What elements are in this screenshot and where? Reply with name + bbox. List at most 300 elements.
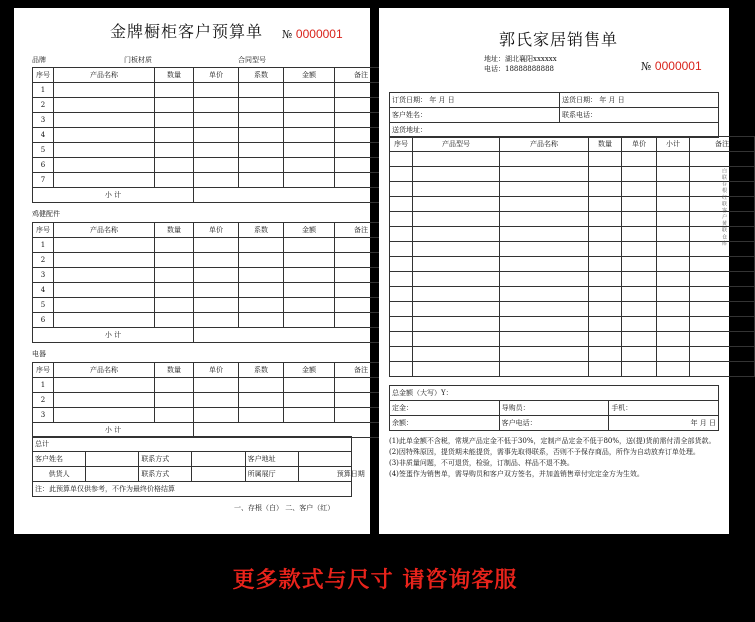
table-cell[interactable] xyxy=(390,152,413,167)
col-header: 数量 xyxy=(589,137,622,152)
col-header: 金额 xyxy=(284,223,335,238)
customer-name-field[interactable]: 客户姓名： xyxy=(390,108,560,123)
table-cell[interactable] xyxy=(239,268,284,283)
table-row xyxy=(390,347,755,362)
table-cell[interactable] xyxy=(413,242,500,257)
table-cell[interactable] xyxy=(500,182,589,197)
table-cell[interactable] xyxy=(54,238,155,253)
table-cell[interactable] xyxy=(284,128,335,143)
table-cell[interactable] xyxy=(284,283,335,298)
table-cell[interactable] xyxy=(500,287,589,302)
table-cell[interactable] xyxy=(413,317,500,332)
table-cell[interactable] xyxy=(690,317,755,332)
col-header: 数量 xyxy=(155,68,194,83)
cabinet-table xyxy=(32,67,388,203)
section2-title: 鸡健配件 xyxy=(32,210,60,218)
table-cell[interactable] xyxy=(239,173,284,188)
table-cell[interactable] xyxy=(155,378,194,393)
table-cell[interactable] xyxy=(54,143,155,158)
table-cell[interactable] xyxy=(390,257,413,272)
subtotal-label: 小 计 xyxy=(33,188,194,203)
table-cell[interactable] xyxy=(284,113,335,128)
table-cell[interactable] xyxy=(194,378,239,393)
table-cell[interactable] xyxy=(239,128,284,143)
row-index: 7 xyxy=(33,173,54,188)
table-row xyxy=(33,173,388,188)
address-field[interactable] xyxy=(298,452,351,467)
table-cell[interactable] xyxy=(622,287,657,302)
table-cell[interactable] xyxy=(390,227,413,242)
col-header: 单价 xyxy=(194,363,239,378)
table-cell[interactable] xyxy=(194,143,239,158)
table-cell[interactable] xyxy=(194,283,239,298)
table-cell[interactable] xyxy=(284,253,335,268)
table-cell[interactable] xyxy=(690,347,755,362)
table-cell[interactable] xyxy=(413,272,500,287)
total-amount-label[interactable]: 总金额（大写）Y： xyxy=(390,386,719,401)
table-cell[interactable] xyxy=(284,158,335,173)
budget-form-sheet xyxy=(14,8,370,534)
supplier-label: 供货人 xyxy=(33,467,86,482)
table-cell[interactable] xyxy=(194,238,239,253)
table-cell[interactable] xyxy=(284,298,335,313)
table-cell[interactable] xyxy=(413,212,500,227)
table-cell[interactable] xyxy=(239,238,284,253)
table-cell[interactable] xyxy=(690,257,755,272)
table-cell[interactable] xyxy=(284,393,335,408)
col-header: 序号 xyxy=(390,137,413,152)
delivery-date[interactable]: 送货日期： 年 月 日 xyxy=(560,93,719,108)
table-cell[interactable] xyxy=(589,332,622,347)
table-cell[interactable] xyxy=(390,182,413,197)
table-cell[interactable] xyxy=(194,98,239,113)
table-cell[interactable] xyxy=(54,173,155,188)
table-cell[interactable] xyxy=(155,393,194,408)
table-cell[interactable] xyxy=(54,128,155,143)
table-cell[interactable] xyxy=(54,268,155,283)
table-cell[interactable] xyxy=(413,302,500,317)
col-header: 产品名称 xyxy=(500,137,589,152)
serial-number: № 0000001 xyxy=(282,27,343,41)
table-row xyxy=(33,143,388,158)
table-cell[interactable] xyxy=(390,272,413,287)
table-cell[interactable] xyxy=(413,257,500,272)
table-cell[interactable] xyxy=(589,317,622,332)
table-cell[interactable] xyxy=(54,298,155,313)
table-row xyxy=(33,128,388,143)
table-cell[interactable] xyxy=(390,332,413,347)
deposit-field[interactable]: 定金： xyxy=(390,401,500,416)
table-cell[interactable] xyxy=(500,347,589,362)
table-cell[interactable] xyxy=(390,212,413,227)
col-header: 系数 xyxy=(239,363,284,378)
table-cell[interactable] xyxy=(622,332,657,347)
table-cell[interactable] xyxy=(390,302,413,317)
col-header: 备注 xyxy=(335,363,388,378)
sales-serial: № 0000001 xyxy=(641,59,702,73)
table-cell[interactable] xyxy=(589,362,622,377)
table-cell[interactable] xyxy=(239,393,284,408)
address-label: 客户地址 xyxy=(245,452,298,467)
table-cell[interactable] xyxy=(284,83,335,98)
row-index: 3 xyxy=(33,408,54,423)
table-cell[interactable] xyxy=(500,317,589,332)
table-cell[interactable] xyxy=(155,298,194,313)
table-cell[interactable] xyxy=(390,362,413,377)
table-cell[interactable] xyxy=(413,287,500,302)
table-cell[interactable] xyxy=(239,158,284,173)
table-cell[interactable] xyxy=(589,287,622,302)
table-cell[interactable] xyxy=(194,158,239,173)
table-cell[interactable] xyxy=(54,253,155,268)
table-cell[interactable] xyxy=(54,283,155,298)
table-cell[interactable] xyxy=(657,227,690,242)
hardware-table xyxy=(32,222,388,343)
table-cell[interactable] xyxy=(155,238,194,253)
table-row xyxy=(390,197,755,212)
table-cell[interactable] xyxy=(284,268,335,283)
table-cell[interactable] xyxy=(657,167,690,182)
row-index: 2 xyxy=(33,393,54,408)
table-cell[interactable] xyxy=(622,257,657,272)
row-index: 3 xyxy=(33,113,54,128)
table-cell[interactable] xyxy=(413,152,500,167)
table-cell[interactable] xyxy=(239,113,284,128)
col-header: 序号 xyxy=(33,363,54,378)
table-cell[interactable] xyxy=(194,173,239,188)
table-cell[interactable] xyxy=(54,378,155,393)
table-row xyxy=(390,332,755,347)
table-row xyxy=(390,287,755,302)
table-cell[interactable] xyxy=(657,332,690,347)
copy-side-note: 白 联 存 根 红 联 客 户 黄 联 仓 库 xyxy=(721,168,727,246)
customer-field[interactable] xyxy=(86,452,139,467)
table-cell[interactable] xyxy=(657,302,690,317)
table-row xyxy=(33,378,388,393)
table-cell[interactable] xyxy=(194,253,239,268)
brand-label: 品牌 xyxy=(32,56,46,64)
table-cell[interactable] xyxy=(390,287,413,302)
table-cell[interactable] xyxy=(155,83,194,98)
table-cell[interactable] xyxy=(500,197,589,212)
table-cell[interactable] xyxy=(589,182,622,197)
terms-list xyxy=(389,436,719,480)
table-cell[interactable] xyxy=(284,98,335,113)
table-row xyxy=(390,317,755,332)
subtotal-value[interactable] xyxy=(194,328,388,343)
table-row xyxy=(390,242,755,257)
table-row xyxy=(390,152,755,167)
table-row xyxy=(33,83,388,98)
table-cell[interactable] xyxy=(194,313,239,328)
table-cell[interactable] xyxy=(155,253,194,268)
table-cell[interactable] xyxy=(622,152,657,167)
table-cell[interactable] xyxy=(239,253,284,268)
table-cell[interactable] xyxy=(155,283,194,298)
table-cell[interactable] xyxy=(155,408,194,423)
row-index: 6 xyxy=(33,158,54,173)
table-cell[interactable] xyxy=(500,167,589,182)
table-cell[interactable] xyxy=(500,272,589,287)
table-cell[interactable] xyxy=(155,313,194,328)
table-row xyxy=(390,257,755,272)
table-cell[interactable] xyxy=(239,143,284,158)
term-4: (4)签蛋作为销售单，需导购员和客户双方签名，并加盖销售章付完定金方为生效。 xyxy=(389,470,644,478)
table-cell[interactable] xyxy=(657,362,690,377)
col-header: 产品名称 xyxy=(54,68,155,83)
table-cell[interactable] xyxy=(622,167,657,182)
contact-phone-field[interactable]: 联系电话： xyxy=(560,108,719,123)
table-cell[interactable] xyxy=(194,268,239,283)
table-cell[interactable] xyxy=(155,143,194,158)
col-header: 数量 xyxy=(155,223,194,238)
form-title: 金牌橱柜客户预算单 xyxy=(110,22,264,41)
row-index: 5 xyxy=(33,143,54,158)
table-cell[interactable] xyxy=(390,242,413,257)
contact-field[interactable] xyxy=(192,452,245,467)
table-row xyxy=(390,227,755,242)
table-cell[interactable] xyxy=(54,83,155,98)
serial-value: 0000001 xyxy=(295,27,343,41)
table-cell[interactable] xyxy=(284,143,335,158)
table-cell[interactable] xyxy=(239,408,284,423)
supplier-field[interactable] xyxy=(86,467,139,482)
table-cell[interactable] xyxy=(390,167,413,182)
section3-title: 电器 xyxy=(32,350,46,358)
table-cell[interactable] xyxy=(54,98,155,113)
order-info-table xyxy=(389,92,719,138)
table-cell[interactable] xyxy=(413,227,500,242)
table-cell[interactable] xyxy=(390,347,413,362)
copy-footer: 一、存根（白） 二、客户（红） xyxy=(234,504,335,512)
table-cell[interactable] xyxy=(194,113,239,128)
col-header: 数量 xyxy=(155,363,194,378)
table-cell[interactable] xyxy=(413,347,500,362)
col-header: 单价 xyxy=(194,223,239,238)
table-cell[interactable] xyxy=(194,408,239,423)
table-cell[interactable] xyxy=(622,347,657,362)
table-cell[interactable] xyxy=(589,167,622,182)
table-cell[interactable] xyxy=(155,98,194,113)
table-cell[interactable] xyxy=(413,197,500,212)
table-cell[interactable] xyxy=(690,272,755,287)
table-cell[interactable] xyxy=(284,313,335,328)
table-cell[interactable] xyxy=(155,268,194,283)
table-row xyxy=(390,272,755,287)
table-cell[interactable] xyxy=(239,98,284,113)
table-cell[interactable] xyxy=(390,317,413,332)
table-cell[interactable] xyxy=(690,302,755,317)
table-cell[interactable] xyxy=(657,242,690,257)
table-cell[interactable] xyxy=(155,113,194,128)
balance-field[interactable]: 余额： xyxy=(390,416,500,431)
table-cell[interactable] xyxy=(589,227,622,242)
contact2-field[interactable] xyxy=(192,467,245,482)
table-row xyxy=(390,362,755,377)
table-cell[interactable] xyxy=(622,302,657,317)
col-header: 产品名称 xyxy=(54,223,155,238)
contact2-label: 联系方式 xyxy=(139,467,192,482)
table-cell[interactable] xyxy=(622,317,657,332)
table-cell[interactable] xyxy=(622,182,657,197)
term-3: (3)非质量问题，不可退货，检验，订制品、样品不退不换。 xyxy=(389,459,574,467)
table-row xyxy=(33,408,388,423)
table-cell[interactable] xyxy=(589,212,622,227)
guide-field[interactable]: 导购员： xyxy=(499,401,609,416)
table-cell[interactable] xyxy=(413,167,500,182)
table-cell[interactable] xyxy=(54,408,155,423)
subtotal-label: 小 计 xyxy=(33,423,194,438)
table-cell[interactable] xyxy=(622,227,657,242)
table-cell[interactable] xyxy=(500,257,589,272)
table-row xyxy=(33,313,388,328)
table-cell[interactable] xyxy=(589,152,622,167)
table-cell[interactable] xyxy=(622,212,657,227)
col-header: 金额 xyxy=(284,363,335,378)
table-cell[interactable] xyxy=(657,272,690,287)
table-cell[interactable] xyxy=(239,83,284,98)
row-index: 4 xyxy=(33,283,54,298)
delivery-address-field[interactable]: 送货地址： xyxy=(390,123,719,138)
table-cell[interactable] xyxy=(622,272,657,287)
table-cell[interactable] xyxy=(239,283,284,298)
table-cell[interactable] xyxy=(194,83,239,98)
table-cell[interactable] xyxy=(239,378,284,393)
table-cell[interactable] xyxy=(54,393,155,408)
contract-label: 合同型号 xyxy=(238,56,266,64)
mobile-field[interactable]: 手机： xyxy=(609,401,719,416)
customer-phone-field[interactable]: 客户电话： xyxy=(499,416,609,431)
row-index: 1 xyxy=(33,83,54,98)
table-cell[interactable] xyxy=(500,242,589,257)
sales-serial-value: 0000001 xyxy=(654,59,702,73)
table-row xyxy=(33,113,388,128)
table-cell[interactable] xyxy=(500,332,589,347)
col-header: 系数 xyxy=(239,223,284,238)
col-header: 单价 xyxy=(622,137,657,152)
subtotal-label: 小 计 xyxy=(33,328,194,343)
showroom-label: 所属展厅 xyxy=(245,467,298,482)
customer-info-table xyxy=(32,436,365,497)
table-cell[interactable] xyxy=(284,173,335,188)
term-1: (1)此单金额不含税，常规产品定金不低于30%，定制产品定金不低于80%，送(提)货前需付清全部货款。 xyxy=(389,437,716,445)
table-row xyxy=(33,253,388,268)
table-cell[interactable] xyxy=(690,332,755,347)
table-cell[interactable] xyxy=(657,287,690,302)
row-index: 2 xyxy=(33,253,54,268)
table-cell[interactable] xyxy=(657,212,690,227)
sign-date[interactable]: 年 月 日 xyxy=(609,416,719,431)
table-row xyxy=(33,283,388,298)
note-text: 注：此预算单仅供参考，不作为最终价格结算 xyxy=(33,482,352,497)
table-cell[interactable] xyxy=(239,298,284,313)
table-cell[interactable] xyxy=(657,152,690,167)
customer-label: 客户姓名 xyxy=(33,452,86,467)
subtotal-value[interactable] xyxy=(194,188,388,203)
table-cell[interactable] xyxy=(194,298,239,313)
table-cell[interactable] xyxy=(500,362,589,377)
table-cell[interactable] xyxy=(500,212,589,227)
table-row xyxy=(33,98,388,113)
table-cell[interactable] xyxy=(622,197,657,212)
table-cell[interactable] xyxy=(413,362,500,377)
row-index: 4 xyxy=(33,128,54,143)
table-cell[interactable] xyxy=(413,332,500,347)
table-cell[interactable] xyxy=(284,238,335,253)
table-cell[interactable] xyxy=(690,287,755,302)
row-index: 5 xyxy=(33,298,54,313)
table-cell[interactable] xyxy=(390,197,413,212)
col-header: 产品型号 xyxy=(413,137,500,152)
promo-slogan: 更多款式与尺寸 请咨询客服 xyxy=(232,568,518,593)
sales-items-table xyxy=(389,136,755,377)
table-cell[interactable] xyxy=(500,227,589,242)
table-cell[interactable] xyxy=(239,313,284,328)
table-cell[interactable] xyxy=(690,362,755,377)
row-index: 1 xyxy=(33,378,54,393)
table-row xyxy=(33,268,388,283)
table-cell[interactable] xyxy=(54,158,155,173)
table-row xyxy=(390,302,755,317)
row-index: 2 xyxy=(33,98,54,113)
total-label: 总计 xyxy=(33,437,352,452)
table-row xyxy=(390,167,755,182)
table-cell[interactable] xyxy=(155,128,194,143)
table-cell[interactable] xyxy=(589,242,622,257)
table-cell[interactable] xyxy=(155,158,194,173)
table-cell[interactable] xyxy=(589,197,622,212)
table-cell[interactable] xyxy=(589,347,622,362)
table-cell[interactable] xyxy=(500,302,589,317)
table-cell[interactable] xyxy=(589,302,622,317)
table-row xyxy=(390,212,755,227)
table-cell[interactable] xyxy=(284,378,335,393)
col-header: 金额 xyxy=(284,68,335,83)
table-cell[interactable] xyxy=(500,152,589,167)
table-cell[interactable] xyxy=(54,113,155,128)
table-cell[interactable] xyxy=(155,173,194,188)
table-cell[interactable] xyxy=(284,408,335,423)
table-cell[interactable] xyxy=(657,182,690,197)
table-cell[interactable] xyxy=(54,313,155,328)
table-cell[interactable] xyxy=(690,152,755,167)
table-cell[interactable] xyxy=(657,347,690,362)
table-cell[interactable] xyxy=(657,257,690,272)
col-header: 系数 xyxy=(239,68,284,83)
table-row xyxy=(33,158,388,173)
door-label: 门板材质 xyxy=(124,56,152,64)
row-index: 6 xyxy=(33,313,54,328)
table-cell[interactable] xyxy=(622,242,657,257)
table-cell[interactable] xyxy=(194,128,239,143)
col-header: 备注 xyxy=(690,137,755,152)
table-row xyxy=(33,238,388,253)
table-cell[interactable] xyxy=(589,272,622,287)
table-cell[interactable] xyxy=(589,257,622,272)
col-header: 单价 xyxy=(194,68,239,83)
table-cell[interactable] xyxy=(194,393,239,408)
shop-address: 地址：湖北襄阳xxxxxx xyxy=(484,55,557,63)
table-row xyxy=(33,393,388,408)
table-cell[interactable] xyxy=(657,317,690,332)
date-cell: 预算日期 xyxy=(298,467,351,482)
table-cell[interactable] xyxy=(622,362,657,377)
col-header: 备注 xyxy=(335,223,388,238)
table-cell[interactable] xyxy=(413,182,500,197)
sales-title: 郭氏家居销售单 xyxy=(499,30,619,49)
table-cell[interactable] xyxy=(657,197,690,212)
order-date[interactable]: 订货日期： 年 月 日 xyxy=(390,93,560,108)
